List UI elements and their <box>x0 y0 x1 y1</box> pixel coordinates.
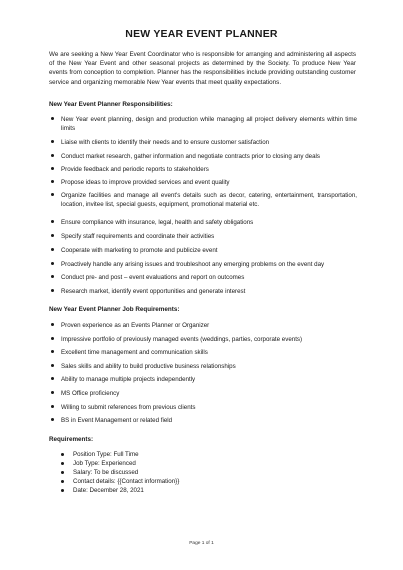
bullet-text: Provide feedback and periodic reports to stakeholders <box>61 166 209 173</box>
bullet-dot-icon <box>51 154 54 157</box>
bullet-dot-icon <box>51 323 54 326</box>
bullet-dot-icon <box>51 262 54 265</box>
bullet-text: Cooperate with marketing to promote and publicize event <box>61 247 218 254</box>
bullet-text: Liaise with clients to identify their needs and to ensure customer satisfaction <box>61 139 270 146</box>
bullet-dot-icon <box>61 453 64 456</box>
bullet-text: Specify staff requirements and coordinate their activities <box>61 233 215 240</box>
bullet-text: Propose ideas to improve provided services and event quality <box>61 179 230 186</box>
bullet-text: Willing to submit references from previous clients <box>61 404 196 411</box>
bullet-text: Ensure compliance with insurance, legal, health and safety obligations <box>61 219 254 226</box>
bullet-text: Conduct pre- and post – event evaluations and report on outcomes <box>61 274 245 281</box>
bullet-dot-icon <box>51 337 54 340</box>
bullet-text: MS Office proficiency <box>61 390 120 397</box>
bullet-dot-icon <box>51 377 54 380</box>
bullet-dot-icon <box>51 234 54 237</box>
bullet-dot-icon <box>51 248 54 251</box>
job-requirements-heading: New Year Event Planner Job Requirements: <box>49 306 180 313</box>
bullet-text: Conduct market research, gather information and negotiate contracts prior to closing any deals <box>61 153 320 160</box>
bullet-dot-icon <box>51 220 54 223</box>
bullet-dot-icon <box>51 275 54 278</box>
bullet-text: Research market, identify event opportunities and generate interest <box>61 288 246 295</box>
bullet-text: Impressive portfolio of previously managed events (weddings, parties, corporate events) <box>61 336 303 343</box>
bullet-dot-icon <box>51 140 54 143</box>
bullet-dot-icon <box>51 289 54 292</box>
bullet-text: Ability to manage multiple projects independently <box>61 376 196 383</box>
bullet-dot-icon <box>51 391 54 394</box>
bullet-dot-icon <box>51 418 54 421</box>
bullet-text: Job Type: Experienced <box>73 460 136 467</box>
bullet-text: Proactively handle any arising issues and troubleshoot any emerging problems on the event day <box>61 261 325 268</box>
bullet-dot-icon <box>61 480 64 483</box>
bullet-dot-icon <box>51 350 54 353</box>
page-title: NEW YEAR EVENT PLANNER <box>125 28 278 40</box>
bullet-text: Excellent time management and communication skills <box>61 349 208 356</box>
bullet-text: New Year event planning, design and production while managing all project delivery elements within time limits <box>61 116 357 133</box>
bullet-dot-icon <box>51 405 54 408</box>
responsibilities-heading: New Year Event Planner Responsibilities: <box>49 101 173 108</box>
bullet-text: BS in Event Management or related field <box>61 417 173 424</box>
page-number-footer: Page 1 of 1 <box>189 541 214 546</box>
bullet-dot-icon <box>61 462 64 465</box>
requirements-heading: Requirements: <box>49 436 94 443</box>
bullet-dot-icon <box>51 364 54 367</box>
bullet-dot-icon <box>61 489 64 492</box>
bullet-dot-icon <box>51 167 54 170</box>
bullet-text: Proven experience as an Events Planner or Organizer <box>61 322 210 329</box>
bullet-dot-icon <box>61 471 64 474</box>
bullet-dot-icon <box>51 117 54 120</box>
bullet-text: Organize facilities and manage all event's details such as decor, catering, entertainment, transportation, location, invitee list, special guests, equipment, promotional material etc. <box>61 192 357 209</box>
bullet-text: Salary: To be discussed <box>73 469 139 476</box>
bullet-text: Position Type: Full Time <box>73 451 139 458</box>
bullet-text: Sales skills and ability to build productive business relationships <box>61 363 236 370</box>
intro-paragraph: We are seeking a New Year Event Coordinator who is responsible for arranging and administering all aspects of the New Year Event and other seasonal projects as determined by the Society. To produce New Year events from conception to completion. Planner has the responsibilities include providing outstanding customer service and organizing memorable New Year events that meet quality expectations. <box>49 51 356 86</box>
bullet-text: Date: December 28, 2021 <box>73 487 144 494</box>
bullet-dot-icon <box>51 193 54 196</box>
bullet-text: Contact details: {{Contact information}} <box>73 478 180 485</box>
bullet-dot-icon <box>51 180 54 183</box>
